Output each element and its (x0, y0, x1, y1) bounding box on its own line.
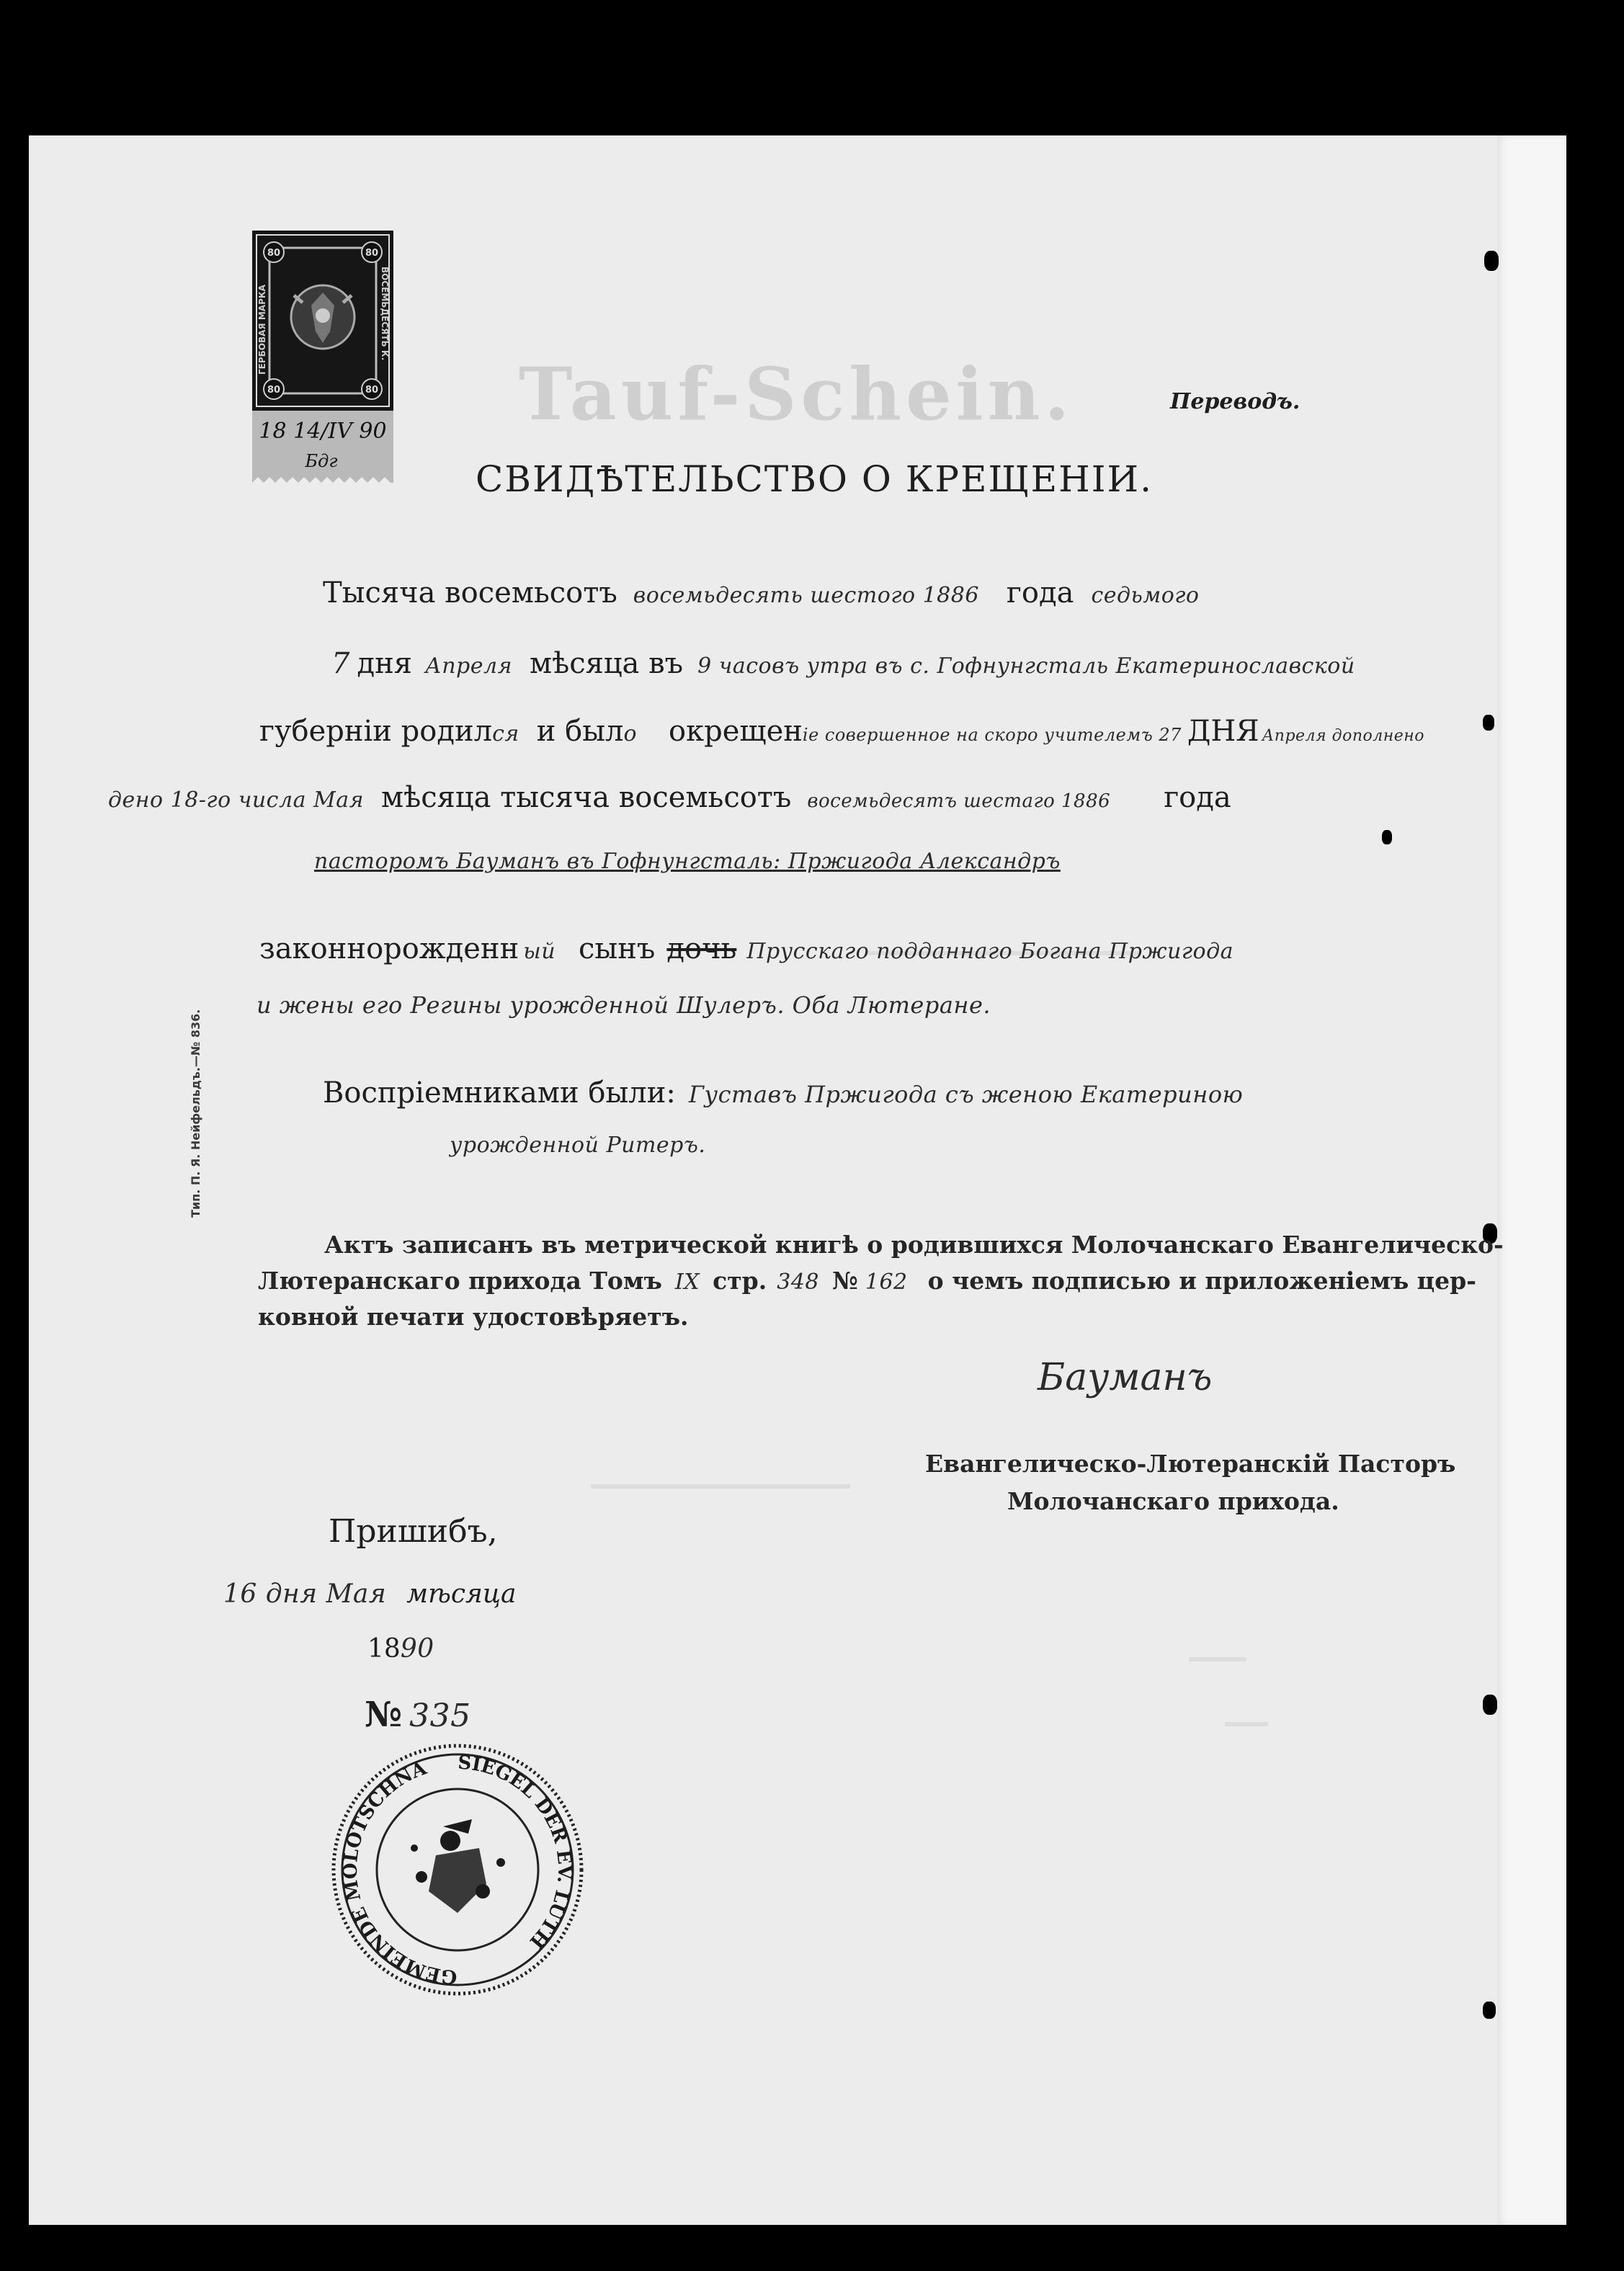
page-edge-strip (1497, 135, 1566, 2225)
handwritten-text: Густавъ Пржигода съ женою Екатериною (688, 1081, 1244, 1108)
printed-text: мѣсяца въ (529, 647, 684, 680)
translation-mark: Переводъ. (1170, 389, 1300, 414)
stamp-handwritten-date: 18 14/IV 90 (259, 419, 387, 444)
printed-text: № (365, 1695, 403, 1735)
handwritten-text: 335 (409, 1697, 471, 1734)
body-line-1 (323, 576, 1200, 610)
act-line-1: Актъ записанъ въ метрической книгѣ о родившихся Молочанскаго Евангелическо- (324, 1231, 1504, 1259)
place-name: Пришибъ, (329, 1513, 498, 1550)
document-number (365, 1695, 471, 1735)
body-line-2 (331, 647, 1355, 680)
handwritten-text: урожденной Ритеръ. (450, 1133, 706, 1158)
printed-text: мѣсяца (406, 1579, 517, 1609)
handwritten-text: 9 часовъ утра въ с. Гофнунгсталь Екатеринославской (697, 653, 1355, 679)
seal-emblem (411, 1819, 505, 1913)
printed-text: сынъ (579, 932, 656, 965)
printed-text: года (1164, 781, 1231, 814)
bleed-through-line (1225, 1722, 1268, 1726)
handwritten-text: седьмого (1091, 583, 1200, 608)
ghost-heading: Tauf-Schein. (519, 352, 1074, 437)
handwritten-text: Прусскаго подданнаго Богана Пржигода (746, 939, 1233, 964)
punch-hole (1483, 715, 1494, 731)
printed-text: 18 (367, 1634, 401, 1664)
handwritten-text: іе совершенное на скоро учителемъ 27 (802, 725, 1182, 745)
stamp-handwritten-sign: Бдг (305, 451, 338, 471)
handwritten-text: о (623, 721, 638, 746)
printed-text: Лютеранскаго прихода Томъ (258, 1267, 662, 1295)
punch-hole (1483, 1695, 1497, 1715)
printed-text: № (832, 1267, 858, 1295)
body-line-6 (259, 932, 1233, 965)
seal-text-right: SIEGEL DER EV. LUTH (457, 1752, 576, 1953)
stamp-corner-value: 80 (365, 248, 379, 259)
handwritten-text: Апреля дополнено (1262, 727, 1424, 745)
body-line-4 (108, 781, 1231, 814)
body-line-9 (450, 1133, 705, 1158)
handwritten-text: 162 (865, 1270, 908, 1295)
page-title: СВИДѢТЕЛЬСТВО О КРЕЩЕНІИ. (476, 458, 1153, 500)
date-line (223, 1579, 516, 1609)
act-line-3: ковной печати удостовѣряетъ. (258, 1303, 689, 1331)
printed-text: и был (536, 715, 624, 748)
bleed-through-line (591, 1484, 850, 1489)
body-line-8 (323, 1076, 1243, 1110)
punch-hole (1382, 830, 1392, 844)
body-line-5 (314, 849, 1061, 874)
church-seal (328, 1740, 587, 1999)
document-page (29, 135, 1499, 2225)
punch-hole (1484, 251, 1499, 271)
printed-text: года (1006, 576, 1074, 610)
act-line-2 (258, 1267, 1476, 1295)
printed-text: Воспріемниками были: (323, 1076, 676, 1110)
handwritten-text: Апреля (424, 653, 512, 679)
handwritten-text: ый (523, 939, 556, 964)
handwritten-text: ся (492, 721, 519, 746)
bleed-through-line (1189, 1657, 1246, 1661)
printed-text: ДНЯ (1187, 715, 1259, 748)
handwritten-text: дено 18-го числа Мая (108, 788, 364, 813)
stamp-corner-value: 80 (267, 248, 281, 259)
body-line-7 (256, 991, 991, 1019)
handwritten-text: восемьдесятъ шестаго 1886 (807, 790, 1111, 812)
handwritten-text: 7 (331, 647, 350, 680)
handwritten-text: 348 (777, 1270, 819, 1295)
stamp-text-left: ГЕРБОВАЯ МАРКА (257, 285, 267, 375)
handwritten-text: пасторомъ Бауманъ въ Гофнунгсталь: Пржигода Александръ (314, 849, 1061, 874)
stamp-corner-value: 80 (267, 385, 281, 396)
pastor-signature: Бауманъ (1038, 1356, 1213, 1399)
punch-hole (1483, 2002, 1496, 2019)
handwritten-text: и жены его Регины урожденной Шулеръ. Оба Лютеране. (256, 991, 991, 1019)
printed-text: Тысяча восемьсотъ (323, 576, 617, 610)
printed-text: о чемъ подписью и приложеніемъ цер- (927, 1267, 1476, 1295)
printed-text: окрещен (669, 715, 803, 748)
handwritten-text: 16 дня Мая (223, 1579, 387, 1609)
seal-text-left: GEMEINDE MOLOTSCHNA (339, 1757, 458, 1988)
year-line (367, 1634, 434, 1664)
handwritten-text: 90 (400, 1634, 434, 1664)
pastor-title-line-2: Молочанскаго прихода. (1007, 1487, 1339, 1515)
printed-text-struck: дочь (666, 932, 737, 965)
body-line-3 (259, 715, 1424, 748)
printed-text: законнорожденн (259, 932, 519, 965)
printed-text: мѣсяца тысяча восемьсотъ (380, 781, 792, 814)
pastor-title-line-1: Евангелическо-Лютеранскій Пасторъ (925, 1450, 1456, 1478)
stamp-corner-value: 80 (365, 385, 379, 396)
printed-text: дня (357, 647, 412, 680)
handwritten-text: восемьдесять шестого 1886 (633, 583, 979, 608)
revenue-stamp (252, 231, 393, 483)
stamp-text-right: ВОСЕМЬДЕСЯТЬ К. (380, 267, 390, 361)
printed-text: губерніи родил (259, 715, 493, 748)
handwritten-text: IX (674, 1270, 700, 1295)
printed-text: стр. (713, 1267, 767, 1295)
printer-note: Тип. П. Я. Нейфельдъ.—№ 836. (189, 1009, 202, 1218)
